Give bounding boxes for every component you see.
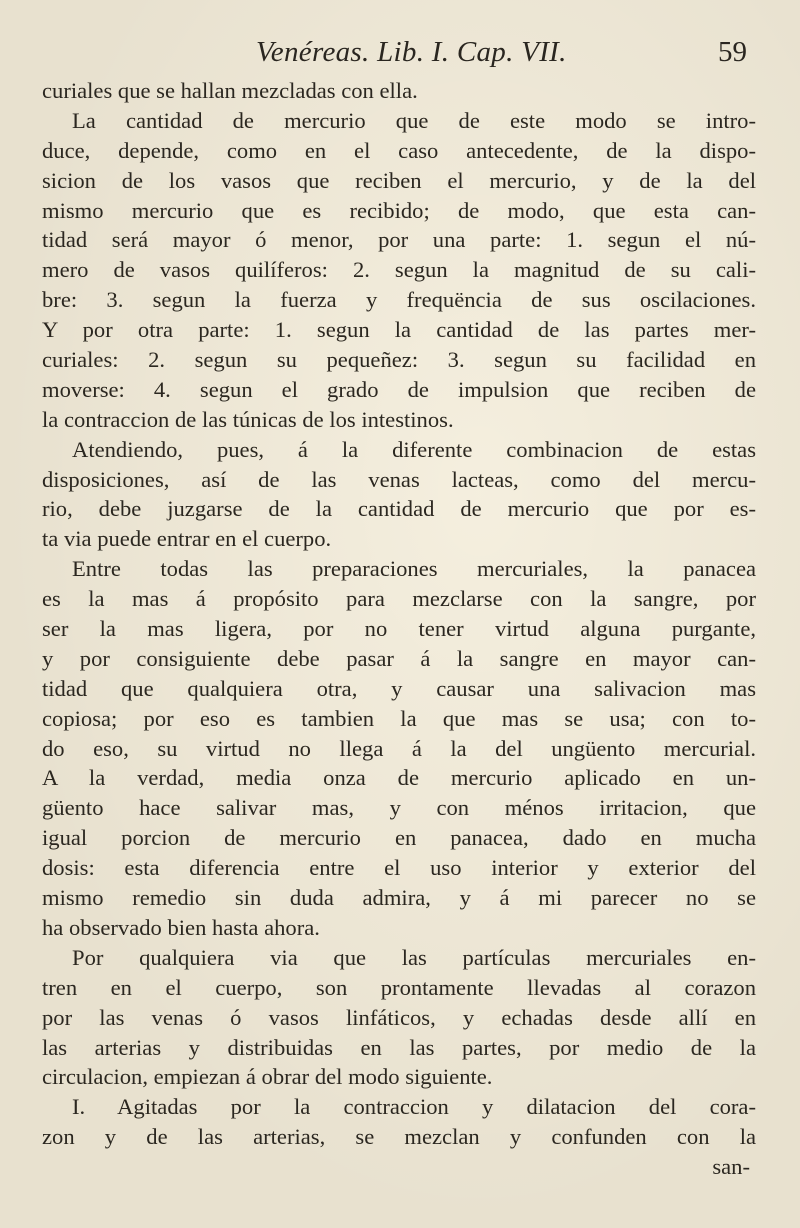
text-line: tidad que qualquiera otra, y causar una salivacion mas (42, 675, 756, 701)
text-line: copiosa; por eso es tambien la que mas se usa; con to- (42, 705, 756, 731)
text-line: por las venas ó vasos linfáticos, y echadas desde allí en (42, 1004, 756, 1030)
text-line: A la verdad, media onza de mercurio aplicado en un- (42, 765, 756, 791)
text-line: Y por otra parte: 1. segun la cantidad de las partes mer- (42, 317, 756, 343)
text-line: bre: 3. segun la fuerza y frequëncia de sus oscilaciones. (42, 287, 756, 313)
text-line: duce, depende, como en el caso antecedente, de la dispo- (42, 137, 756, 163)
text-line: sicion de los vasos que reciben el mercurio, y de la del (42, 167, 756, 193)
text-line: ha observado bien hasta ahora. (42, 914, 320, 940)
text-line: I. Agitadas por la contraccion y dilatacion del cora- (72, 1094, 756, 1120)
text-line: curiales: 2. segun su pequeñez: 3. segun su facilidad en (42, 347, 756, 373)
text-line: zon y de las arterias, se mezclan y confunden con la (42, 1124, 756, 1150)
text-line: rio, debe juzgarse de la cantidad de mercurio que por es- (42, 496, 756, 522)
text-line: disposiciones, así de las venas lacteas, como del mercu- (42, 466, 756, 492)
catchword: san- (712, 1154, 750, 1180)
text-line: La cantidad de mercurio que de este modo se intro- (72, 107, 756, 133)
text-line: y por consiguiente debe pasar á la sangre en mayor can- (42, 645, 756, 671)
text-line: las arterias y distribuidas en las partes, por medio de la (42, 1034, 756, 1060)
text-line: güento hace salivar mas, y con ménos irritacion, que (42, 795, 756, 821)
text-line: dosis: esta diferencia entre el uso interior y exterior del (42, 855, 756, 881)
running-header (0, 36, 800, 76)
text-line: tidad será mayor ó menor, por una parte: 1. segun el nú- (42, 227, 756, 253)
text-line: circulacion, empiezan á obrar del modo siguiente. (42, 1064, 493, 1090)
text-line: es la mas á propósito para mezclarse con la sangre, por (42, 586, 756, 612)
running-title: Venéreas. Lib. I. Cap. VII. (256, 36, 567, 68)
text-line: mero de vasos quilíferos: 2. segun la magnitud de su cali- (42, 257, 756, 283)
text-line: ta via puede entrar en el cuerpo. (42, 526, 332, 552)
text-line: curiales que se hallan mezcladas con ella. (42, 78, 418, 103)
page-number: 59 (718, 36, 747, 68)
text-line: Por qualquiera via que las partículas mercuriales en- (72, 944, 756, 970)
text-line: mismo remedio sin duda admira, y á mi parecer no se (42, 885, 756, 911)
text-line: Entre todas las preparaciones mercuriales, la panacea (72, 556, 756, 582)
text-line: tren en el cuerpo, son prontamente llevadas al corazon (42, 974, 756, 1000)
text-line: mismo mercurio que es recibido; de modo, que esta can- (42, 197, 756, 223)
text-line: Atendiendo, pues, á la diferente combinacion de estas (72, 436, 756, 462)
text-line: moverse: 4. segun el grado de impulsion que reciben de (42, 376, 756, 402)
text-line: do eso, su virtud no llega á la del ungüento mercurial. (42, 735, 756, 761)
text-line: igual porcion de mercurio en panacea, dado en mucha (42, 825, 756, 851)
text-line: ser la mas ligera, por no tener virtud alguna purgante, (42, 616, 756, 642)
body-text (42, 76, 756, 1182)
text-line: la contraccion de las túnicas de los intestinos. (42, 406, 454, 432)
